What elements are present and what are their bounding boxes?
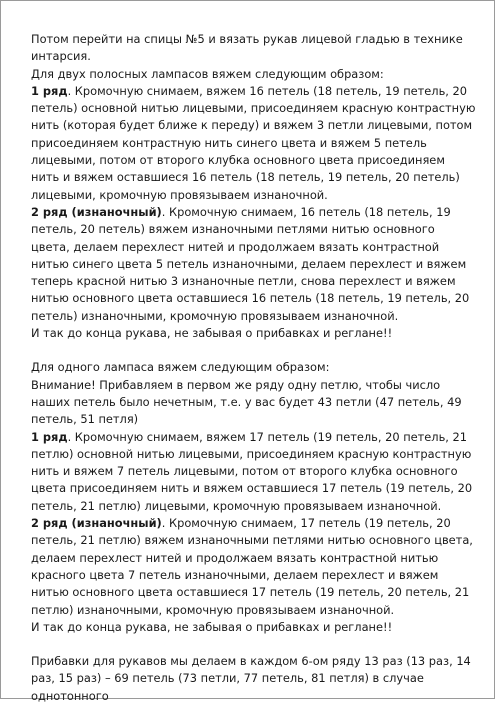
two-stripes-heading: Для двух полосных лампасов вяжем следующим образом: — [31, 66, 384, 81]
two-stripes-ending: И так до конца рукава, не забывая о прибавках и реглане!! — [31, 326, 393, 341]
attention-paragraph: Внимание! Прибавляем в первом же ряду одну петлю, чтобы число наших петель было нечетным, т.е. у вас будет 43 петли (47 петель, 49 петель, 51 петля) — [31, 377, 462, 427]
paragraph-gap — [31, 342, 476, 359]
one-stripe-row1 — [31, 429, 476, 515]
two-stripes-row1 — [31, 83, 476, 204]
document-page — [1, 1, 494, 705]
row-text: . Кромочную снимаем, 17 петель (19 петель, 20 петель, 21 петлю) вяжем изнаночными петлями нитью основного цвета, делаем перехлест нитей и продолжаем вязать контрастной нитью красного цвета 7 петель изнаночными, делаем перехлест и вяжем нитью основного цвета оставшиеся 17 петель (19 петель, 20 петель, 21 петлю) изнаночными, кромочную провязываем изнаночной. — [31, 516, 473, 617]
one-stripe-row2 — [31, 515, 476, 619]
row-label: 1 ряд — [31, 83, 68, 98]
row-label: 2 ряд (изнаночный) — [31, 204, 162, 219]
two-stripes-row2 — [31, 204, 476, 325]
paragraph-gap — [31, 636, 476, 653]
row-text: . Кромочную снимаем, вяжем 17 петель (19 петель, 20 петель, 21 петлю) основной нитью лицевыми, присоединяем красную контрастную нить и вяжем 7 петель лицевыми, потом от второго клубка основного цвета присоединяем нить и вяжем оставшиеся 17 петель (19 петель, 20 петель, 21 петлю) лицевыми, кромочную провязываем изнаночной. — [31, 429, 473, 513]
one-stripe-heading: Для одного лампаса вяжем следующим образом: — [31, 360, 330, 375]
row-label: 2 ряд (изнаночный) — [31, 516, 162, 531]
one-stripe-ending: И так до конца рукава, не забывая о прибавках и реглане!! — [31, 619, 393, 634]
increases-paragraph: Прибавки для рукавов мы делаем в каждом 6-ом ряду 13 раз (13 раз, 14 раз, 15 раз) – 69 петель (73 петли, 77 петель, 81 петля) в случае однотонного — [31, 654, 471, 703]
intro-paragraph: Потом перейти на спицы №5 и вязать рукав лицевой гладью в технике интарсия. — [31, 32, 463, 64]
row-label: 1 ряд — [31, 429, 68, 444]
row-text: . Кромочную снимаем, вяжем 16 петель (18 петель, 19 петель, 20 петель) основной нитью лицевыми, присоединяем красную контрастную нить (которая будет ближе к переду) и вяжем 3 петли лицевыми, потом присоединяем контрастную нить синего цвета и вяжем 5 петель лицевыми, потом от второго клубка основного цвета присоединяем нить и вяжем оставшиеся 16 петель (18 петель, 19 петель, 20 петель) лицевыми, кромочную провязываем изнаночной. — [31, 83, 476, 202]
row-text: . Кромочную снимаем, 16 петель (18 петель, 19 петель, 20 петель) вяжем изнаночными петлями нитью основного цвета, делаем перехлест нитей и продолжаем вязать контрастной нитью синего цвета 5 петель изнаночными, делаем перехлест и вяжем теперь красной нитью 3 изнаночные петли, снова перехлест и вяжем нитью основного цвета оставшиеся 16 петель (18 петель, 19 петель, 20 петель) изнаночными, кромочную провязываем изнаночной. — [31, 204, 470, 323]
